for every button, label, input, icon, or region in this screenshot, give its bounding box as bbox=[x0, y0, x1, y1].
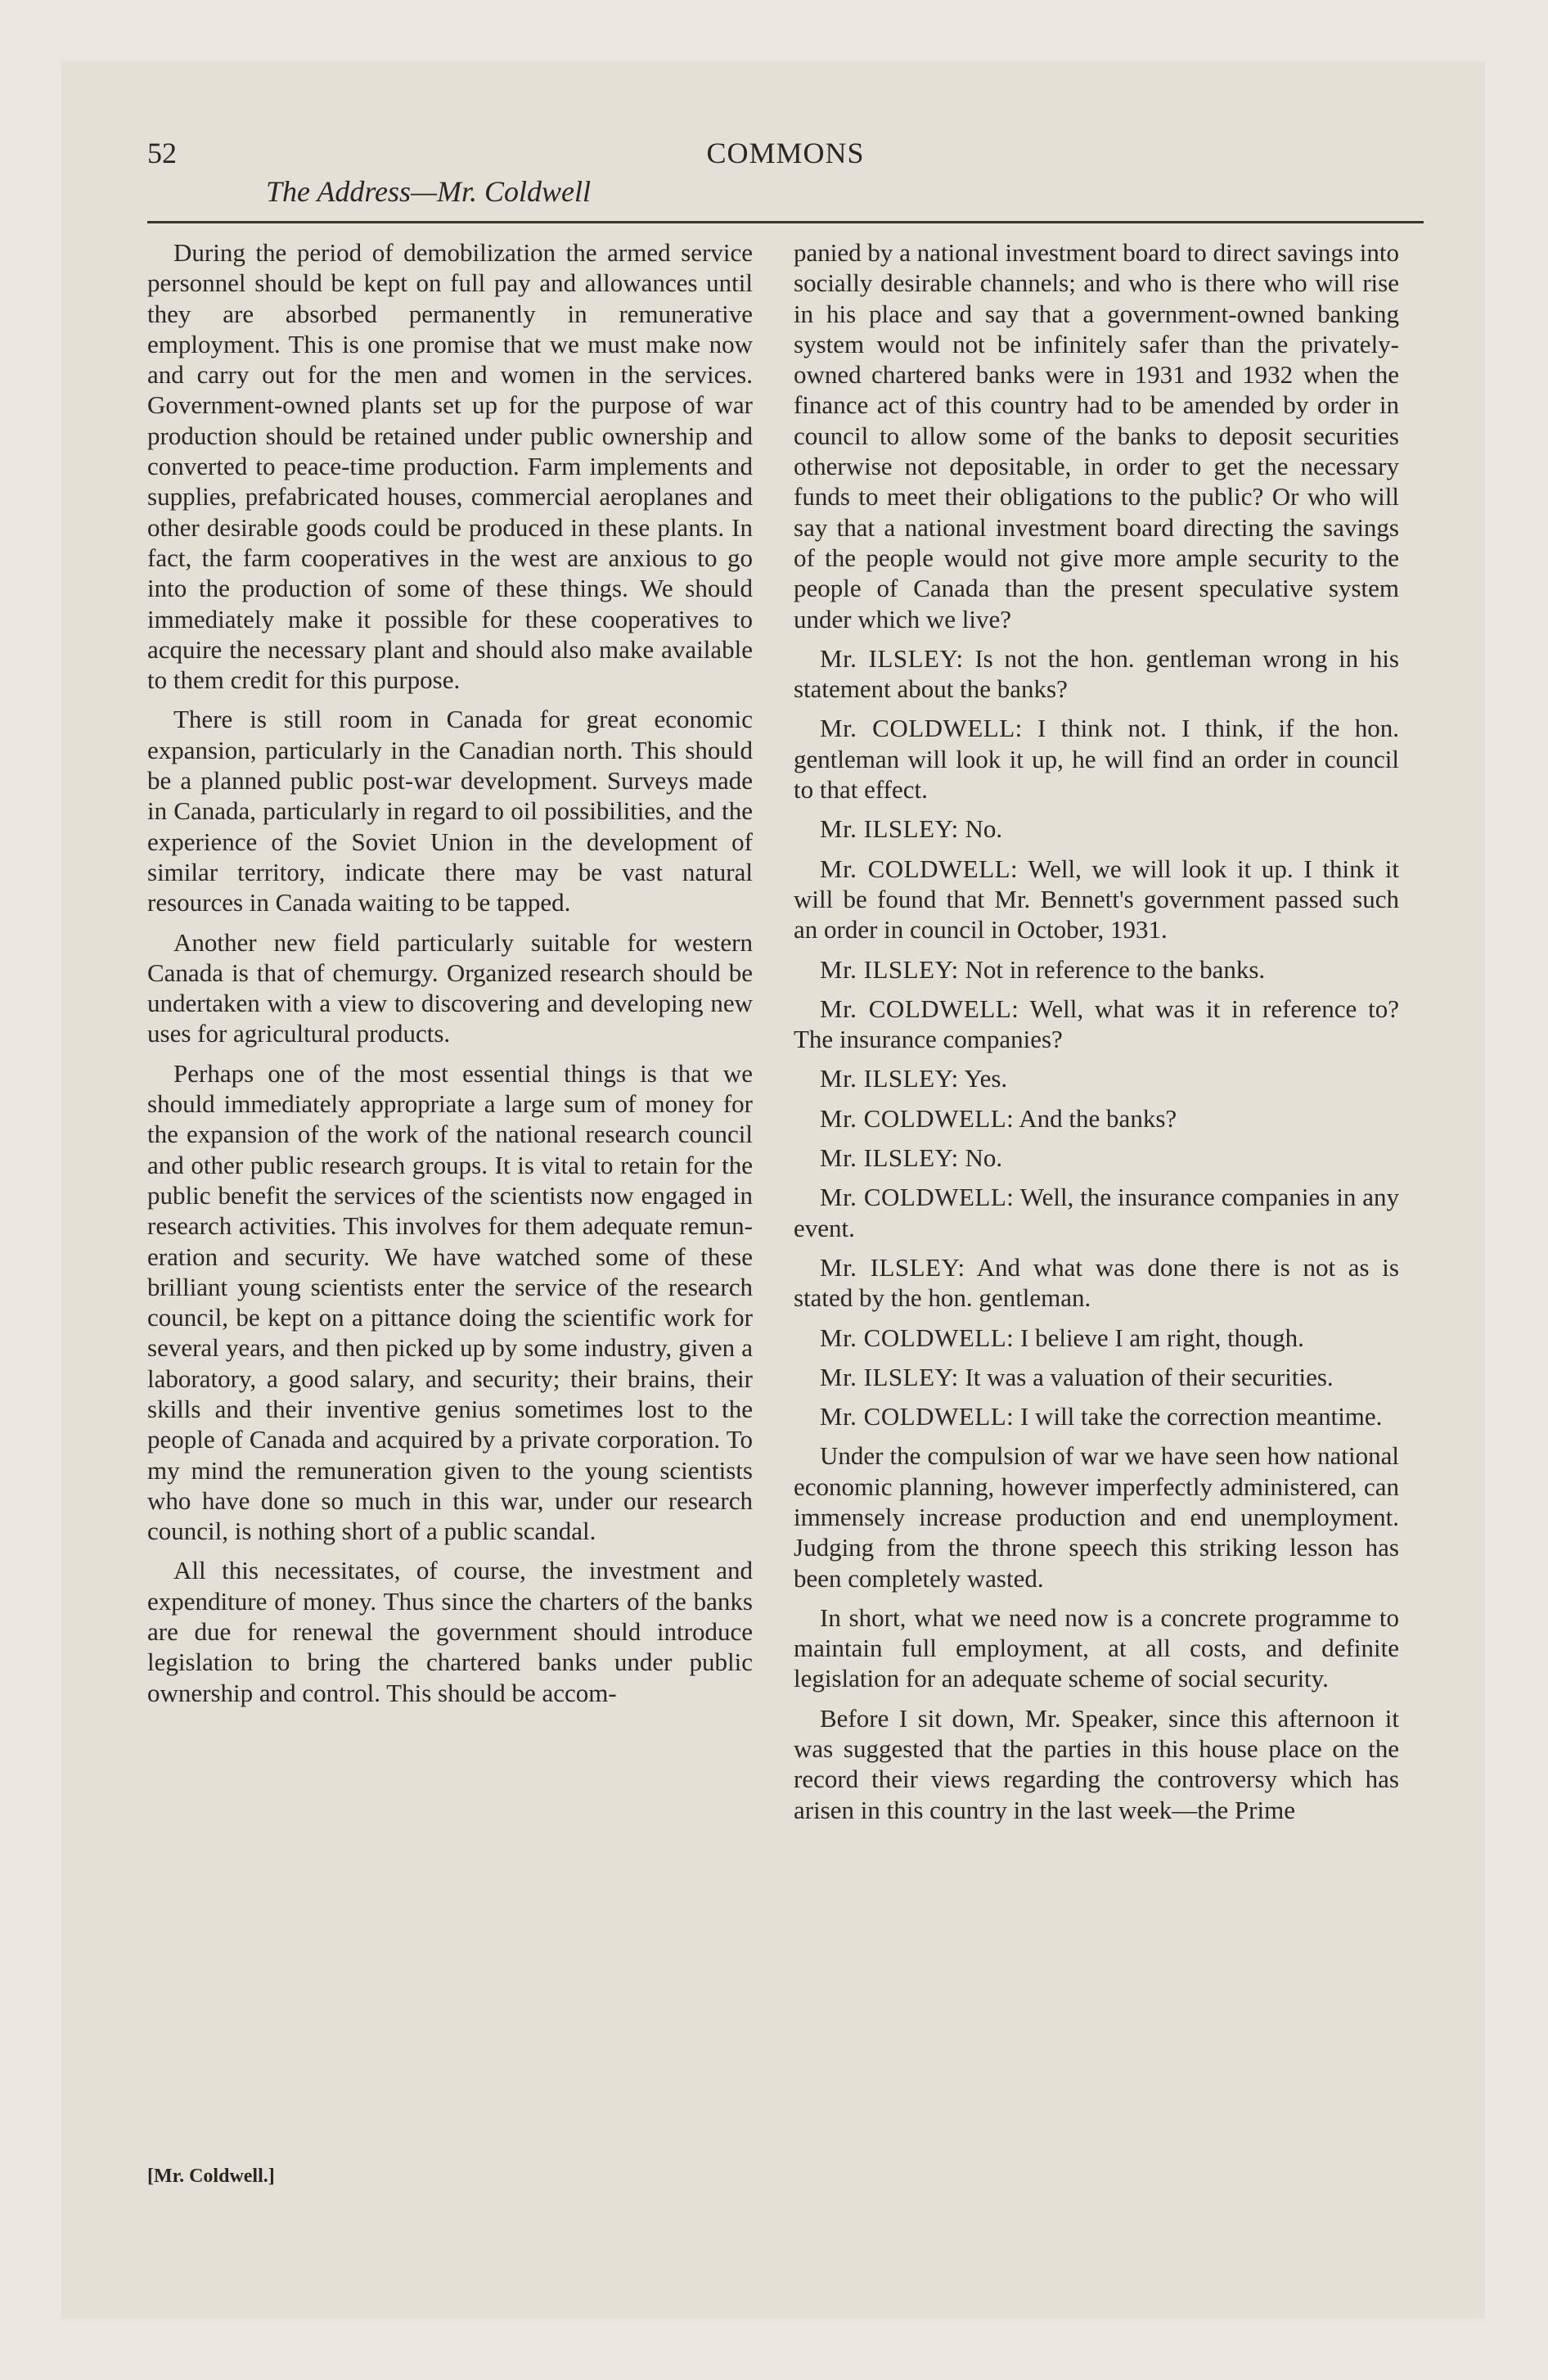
exchange bbox=[794, 643, 1399, 705]
exchange bbox=[794, 1362, 1399, 1392]
speaker-name: Mr. ILSLEY: bbox=[820, 1362, 959, 1391]
exchange bbox=[794, 1323, 1399, 1353]
continued-paragraph: panied by a national investment board to direct savings into socially desirable channels; and who is there who will rise in his place and say that a government-owned banking system would not be infinitely safer than the privately-owned chartered banks were in 1931 and 1932 when the finance act of this country had to be amended by order in council to allow some of the banks to deposit securities otherwise not depositable, in order to get the necessary funds to meet their obligations to the public? Or who will say that a national investment board directing the savings of the people would not give more ample security to the people of Canada than the present speculative system under which we live? bbox=[794, 238, 1399, 633]
exchange bbox=[794, 814, 1399, 844]
exchange bbox=[794, 1143, 1399, 1173]
running-title: COMMONS bbox=[706, 137, 865, 169]
exchange bbox=[794, 854, 1399, 945]
paragraph: Perhaps one of the most essential things is that we should immediately appropriate a large sum of money for the expansion of the work of the national research council and other public research groups. It is vital to retain for the public benefit the services of the scientists now engaged in research activities. This involves for them adequate remuneration and security. We have watched some of these brilliant young scientists enter the service of the research council, be kept on a pittance doing the scientific work for several years, and then picked up by some industry, given a laboratory, a good salary, and security; their brains, their skills and their inventive genius sometimes lost to the people of Canada and acquired by a private corporation. To my mind the remuneration given to the young scientists who have done so much in this war, under our research council, is nothing short of a public scandal. bbox=[147, 1058, 753, 1546]
speech-text: Yes. bbox=[964, 1064, 1008, 1093]
speech-text: No. bbox=[965, 1143, 1003, 1173]
speech-text: Well, we will look it up. I think it will be found that Mr. Bennett's government passed such an order in council in October, 1931. bbox=[794, 854, 1399, 944]
speaker-name: Mr. COLDWELL: bbox=[820, 994, 1019, 1023]
exchange bbox=[794, 1401, 1399, 1431]
speaker-name: Mr. ILSLEY: bbox=[820, 954, 959, 984]
speaker-name: Mr. ILSLEY: bbox=[820, 643, 964, 673]
speaker-name: Mr. COLDWELL: bbox=[820, 714, 1023, 743]
speech-text: Not in reference to the banks. bbox=[965, 954, 1266, 984]
running-subtitle: The Address—Mr. Coldwell bbox=[266, 175, 592, 208]
exchange bbox=[794, 954, 1399, 985]
debate-exchanges bbox=[794, 643, 1399, 1432]
paragraph: Under the compulsion of war we have seen how national economic planning, however imperfectly administered, can immensely increase production and end unemployment. Judging from the throne speech this striking lesson has been completely wasted. bbox=[794, 1441, 1399, 1593]
right-column bbox=[794, 237, 1399, 1834]
left-column bbox=[147, 237, 753, 1717]
speaker-name: Mr. ILSLEY: bbox=[820, 1252, 965, 1282]
speaker-name: Mr. ILSLEY: bbox=[820, 814, 959, 844]
exchange bbox=[794, 1252, 1399, 1314]
speech-text: I will take the correction meantime. bbox=[1020, 1402, 1383, 1431]
speaker-name: Mr. COLDWELL: bbox=[820, 1323, 1015, 1352]
speaker-name: Mr. COLDWELL: bbox=[820, 1183, 1015, 1212]
speech-text: I believe I am right, though. bbox=[1020, 1323, 1304, 1352]
exchange bbox=[794, 713, 1399, 805]
speech-text: It was a valuation of their securities. bbox=[965, 1362, 1334, 1391]
paragraph: There is still room in Canada for great economic expansion, particularly in the Canadian north. This should be a planned public post-war development. Surveys made in Canada, particularly in regard to oil possibilities, and the experience of the Soviet Union in the development of similar territory, indicate there may be vast natural resources in Canada waiting to be tapped. bbox=[147, 705, 753, 917]
speaker-name: Mr. COLDWELL: bbox=[820, 1103, 1015, 1133]
exchange bbox=[794, 994, 1399, 1055]
page-header bbox=[147, 129, 1424, 223]
paragraph: Another new field particularly suitable for western Canada is that of chemurgy. Organized research should be undertaken with a view to discovering and developing new uses for agricultural products. bbox=[147, 927, 753, 1048]
exchange bbox=[794, 1063, 1399, 1093]
speaker-name: Mr. COLDWELL: bbox=[820, 854, 1019, 883]
speech-text: Well, the insurance companies in any event. bbox=[794, 1183, 1399, 1242]
paragraph: Before I sit down, Mr. Speaker, since this afternoon it was suggested that the parties in this house place on the record their views regarding the controversy which has arisen in this country in the last week—the Prime bbox=[794, 1703, 1399, 1824]
speaker-name: Mr. ILSLEY: bbox=[820, 1064, 959, 1093]
speech-text: I think not. I think, if the hon. gentleman will look it up, he will find an order in council to that effect. bbox=[794, 714, 1399, 805]
header-rule bbox=[147, 221, 1424, 223]
speaker-name: Mr. ILSLEY: bbox=[820, 1143, 959, 1173]
speech-text: And what was done there is not as is stated by the hon. gentleman. bbox=[794, 1252, 1399, 1313]
paragraph: During the period of demobilization the armed service personnel should be kept on full pay and allowances until they are absorbed permanently in remunerative employment. This is one promise that we must make now and carry out for the men and women in the services. Government-owned plants set up for the purpose of war production should be retained under public ownership and converted to peace-time production. Farm implements and supplies, prefabricated houses, commercial aeroplanes and other desirable goods could be produced in these plants. In fact, the farm cooperatives in the west are anxious to go into the production of some of these things. We should immediately make it possible for these cooperatives to acquire the necessary plant and should also make available to them credit for this purpose. bbox=[147, 238, 753, 695]
speech-text: Is not the hon. gentleman wrong in his statement about the banks? bbox=[794, 643, 1399, 704]
speech-text: And the banks? bbox=[1019, 1103, 1177, 1133]
speaker-name: Mr. COLDWELL: bbox=[820, 1402, 1015, 1431]
speech-text: No. bbox=[965, 814, 1003, 844]
paragraph: All this necessitates, of course, the investment and expenditure of money. Thus since the charters of the banks are due for renewal the government should introduce legislation to bring the chartered banks under public ownership and control. This should be accom- bbox=[147, 1556, 753, 1707]
exchange bbox=[794, 1103, 1399, 1134]
exchange bbox=[794, 1182, 1399, 1243]
page-number: 52 bbox=[147, 137, 177, 169]
speaker-reference: [Mr. Coldwell.] bbox=[147, 2166, 275, 2187]
paragraph: In short, what we need now is a concrete programme to maintain full employment, at all costs, and definite legislation for an adequate scheme of social security. bbox=[794, 1602, 1399, 1693]
speech-text: Well, what was it in reference to? The insurance companies? bbox=[794, 994, 1399, 1054]
